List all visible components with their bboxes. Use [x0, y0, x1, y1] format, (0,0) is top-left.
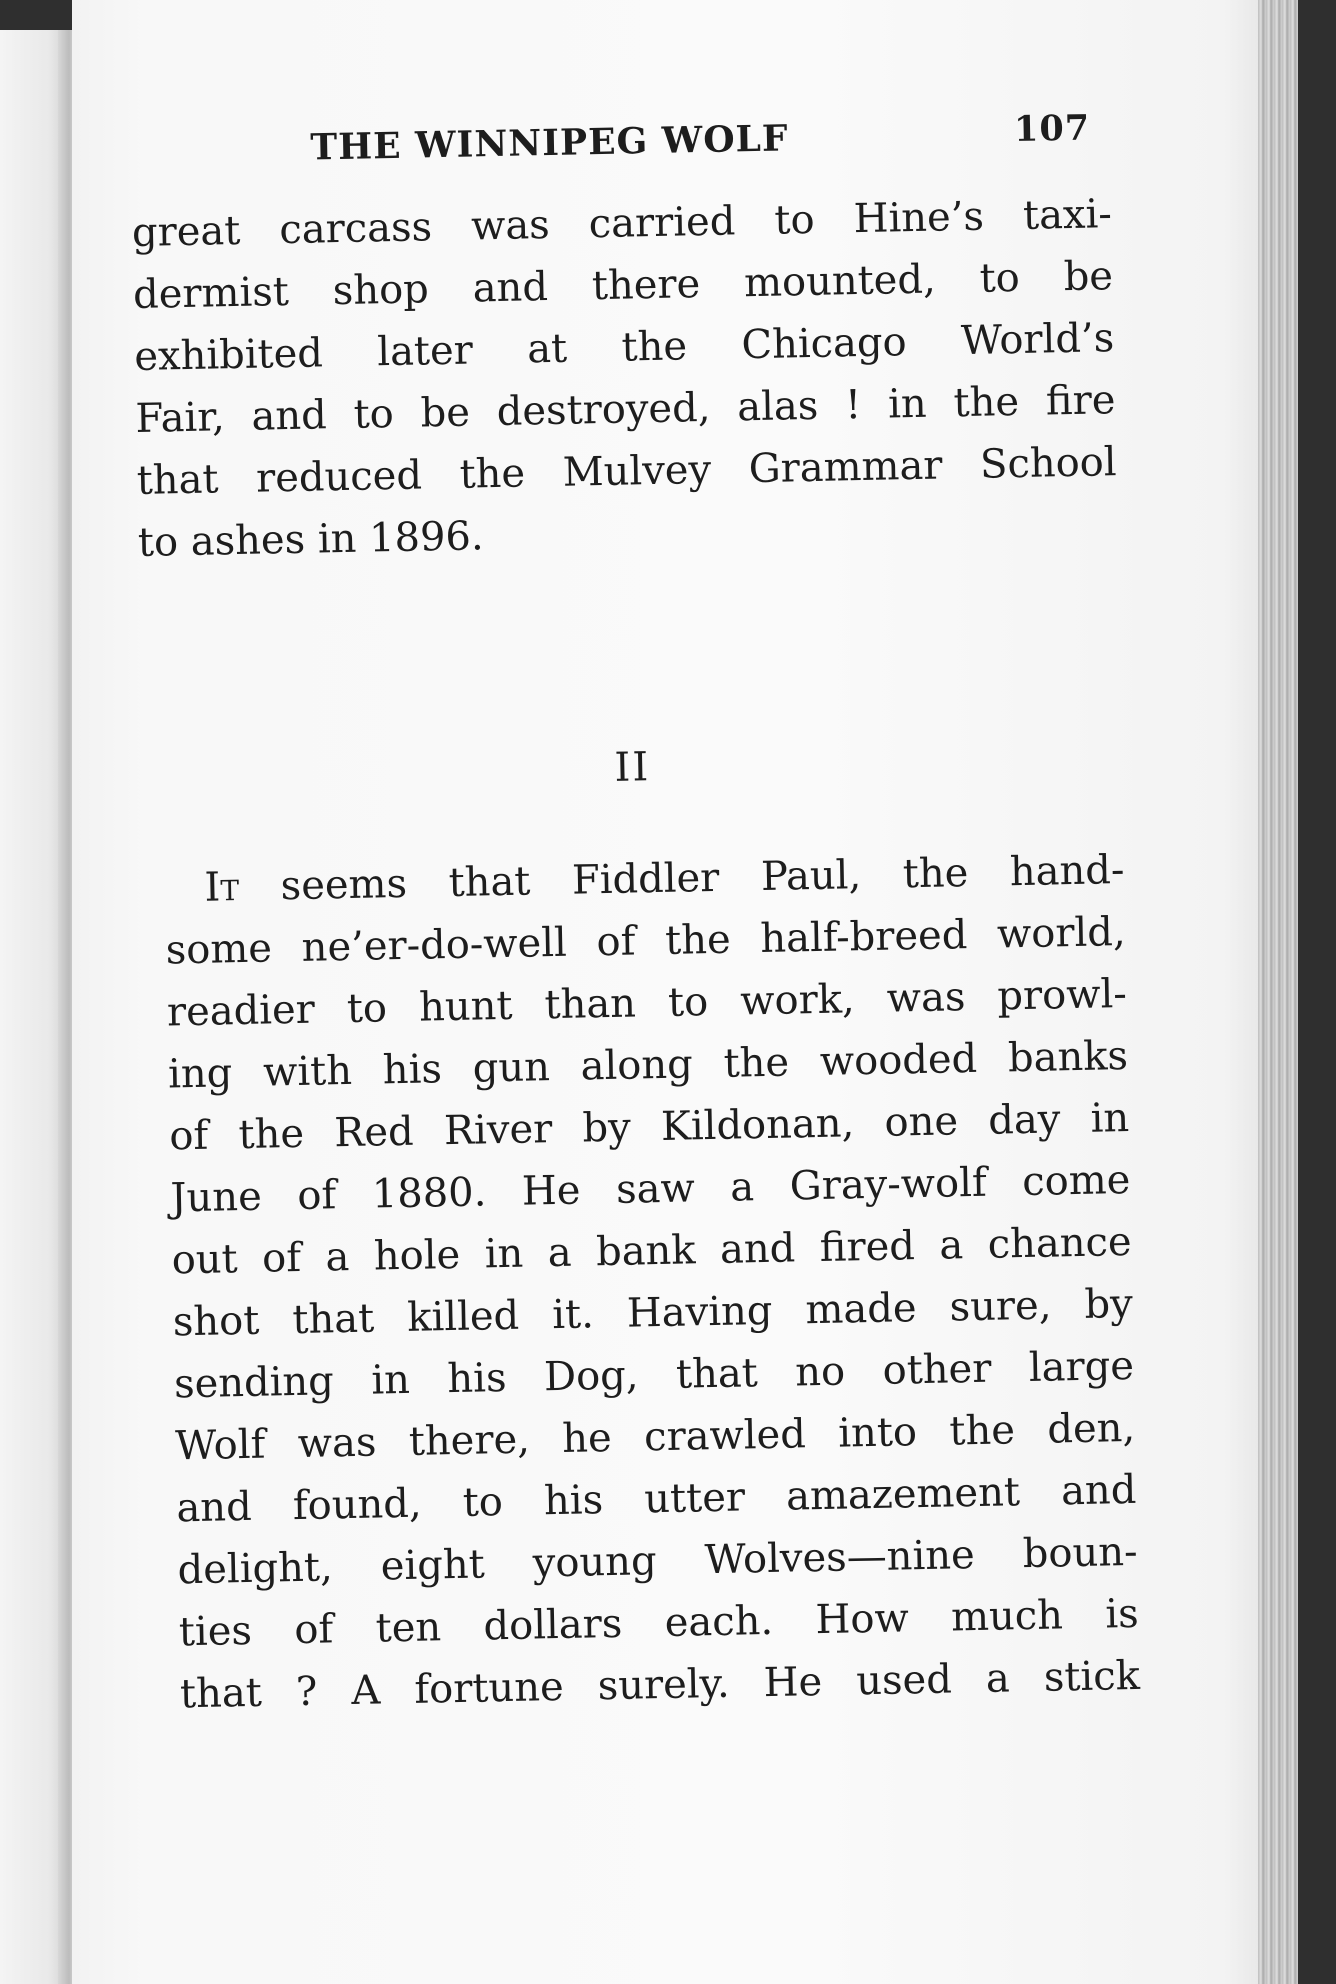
text-line: delight, eight young Wolves—nine boun- — [177, 1528, 1138, 1594]
text-line: out of a hole in a bank and fired a chance — [171, 1218, 1132, 1284]
page-stack-edges — [1258, 0, 1298, 1984]
paragraph-continued — [131, 183, 1118, 574]
text-line: June of 1880. He saw a Gray-wolf come — [170, 1156, 1131, 1222]
text-line: dermist shop and there mounted, to be — [132, 253, 1114, 318]
text-line: readier to hunt than to work, was prowl- — [166, 971, 1128, 1036]
running-title: THE WINNIPEG WOLF — [309, 117, 789, 169]
text-line: Fair, and to be destroyed, alas ! in the fire — [135, 377, 1116, 442]
paragraph-section-two — [144, 839, 1140, 1726]
text-line-rest: seems that Fiddler Paul, the hand- — [238, 847, 1125, 911]
text-line: some ne’er-do-well of the half-breed world, — [165, 909, 1127, 974]
text-line: great carcass was carried to Hine’s taxi- — [131, 191, 1113, 256]
text-line: shot that killed it. Having made sure, by — [172, 1280, 1134, 1346]
text-line: to ashes in 1896. — [137, 513, 485, 566]
text-line: of the Red River by Kildonan, one day in — [168, 1095, 1130, 1160]
text-line: that ? A fortune surely. He used a stick — [179, 1652, 1141, 1718]
lead-word: It — [204, 864, 240, 911]
text-line: ties of ten dollars each. How much is — [178, 1590, 1140, 1656]
text-line: ing with his gun along the wooded banks — [167, 1033, 1129, 1098]
text-line: and found, to his utter amazement and — [176, 1466, 1137, 1532]
page-number: 107 — [1013, 107, 1091, 151]
page-text-block — [130, 107, 1141, 1726]
text-line: that reduced the Mulvey Grammar School — [136, 439, 1117, 504]
text-line: exhibited later at the Chicago World’s — [133, 315, 1115, 380]
text-line: sending in his Dog, that no other large — [173, 1342, 1135, 1408]
section-number: II — [614, 744, 651, 791]
text-line: Wolf was there, he crawled into the den, — [174, 1404, 1136, 1470]
